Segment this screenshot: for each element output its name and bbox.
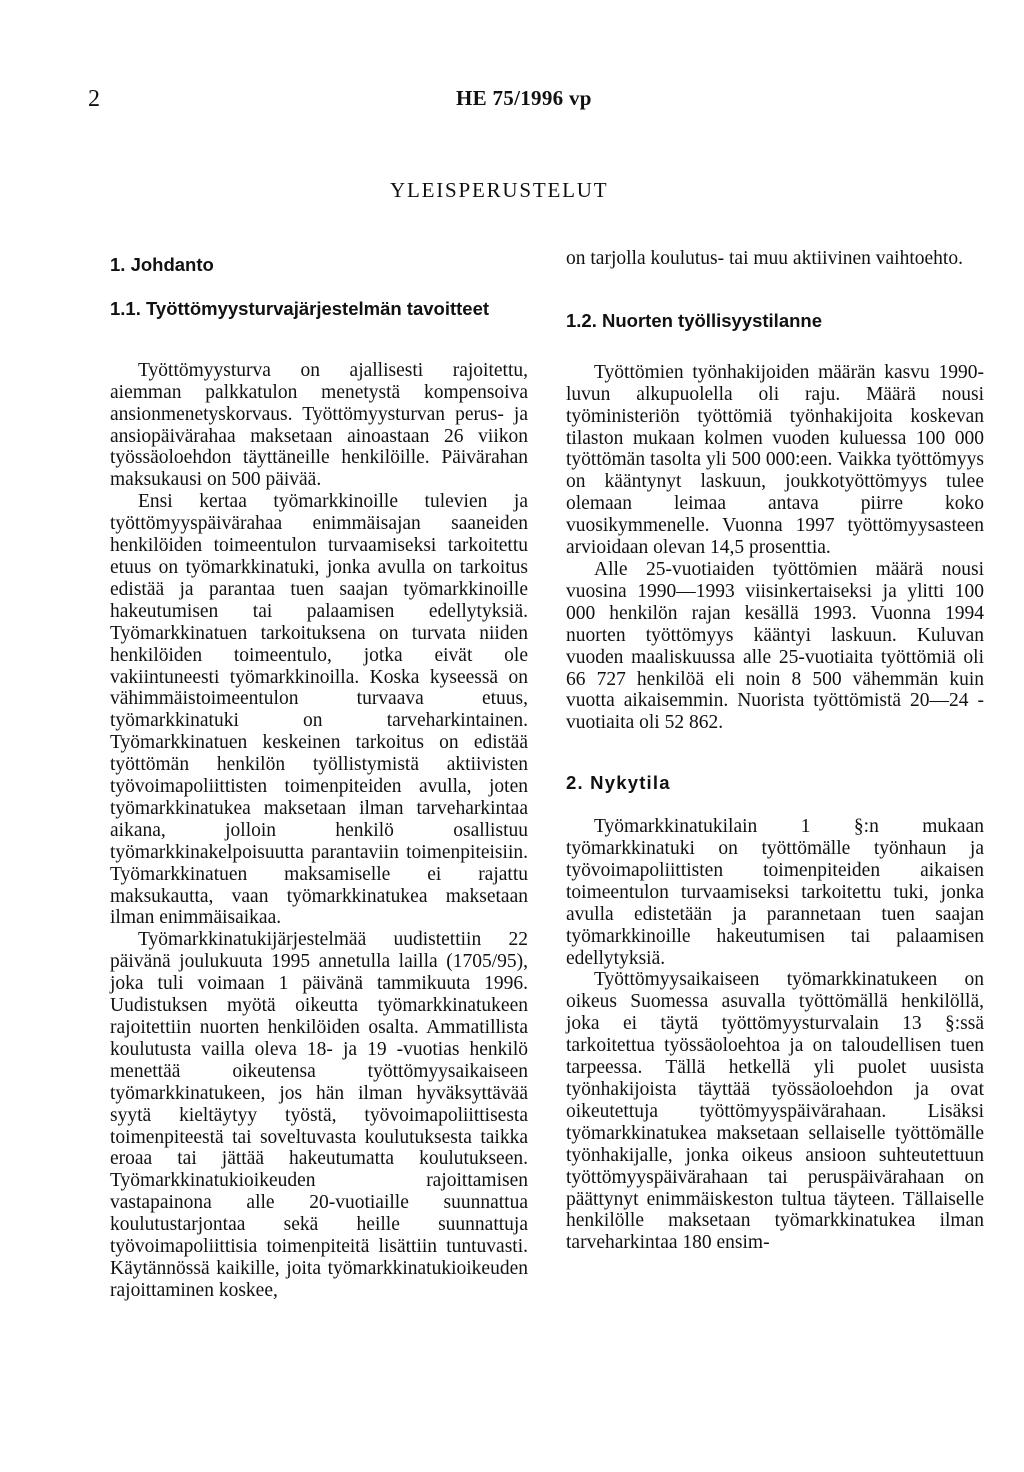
paragraph: Alle 25-vuotiaiden työttömien määrä nousi vuosina 1990—1993 viisinkertaiseksi ja ylitti 100 000 henkilön rajan kesällä 1993. Vuonna 1994 nuorten työttömyys kääntyi laskuun. Kuluvan vuoden maaliskuussa alle 25-vuotiaita työttömiä oli 66 727 henkilöä eli noin 8 500 vähemmän kuin vuotta aikaisemmin. Nuorista työttömistä 20—24 -vuotiaita oli 52 862. — [566, 558, 984, 734]
heading-nuorten-tyollisyystilanne: 1.2. Nuorten työllisyystilanne — [566, 309, 822, 331]
paragraph: Ensi kertaa työmarkkinoille tulevien ja työttömyyspäivärahaa enimmäisajan saaneiden henkilöiden toimeentulon turvaamiseksi tarkoitettu etuus on työmarkkinatuki, jonka avulla on tarkoitus edistää ja parantaa tuen saajan työmarkkinoille hakeutumisen tai palaamisen edellytyksiä. Työmarkkinatuen tarkoituksena on turvata niiden henkilöiden toimeentulo, jotka eivät ole vakiintuneesti työmarkkinoilla. Koska kyseessä on vähimmäistoimeentulon turvaava etuus, työmarkkinatuki on tarveharkintainen. Työmarkkinatuen keskeinen tarkoitus on edistää työttömän henkilön työllistymistä aktiivisten työvoimapoliittisten toimenpiteiden avulla, joten työmarkkinatukea maksetaan ilman tarveharkintaa aikana, jolloin henkilö osallistuu työmarkkinakelpoisuutta parantaviin toimenpiteisiin. Työmarkkinatuen maksamiselle ei rajattu maksukautta, vaan työmarkkinatukea maksetaan ilman enimmäisaikaa. — [110, 491, 528, 929]
heading-tavoitteet: 1.1. Työttömyysturvajärjestelmän tavoitteet — [110, 297, 490, 319]
page-number: 2 — [88, 86, 100, 112]
section-title: YLEISPERUSTELUT — [390, 178, 609, 202]
paragraph: Työttömyysaikaiseen työmarkkinatukeen on oikeus Suomessa asuvalla työttömällä henkilöllä, joka ei täytä työttömyysturvalain 13 §:ssä tarkoitettua työssäoloehtoa ja on taloudellisen tuen tarpeessa. Tällä hetkellä yli puolet uusista työnhakijoista täyttää työssäoloehdon ja ovat oikeutettuja työttömyyspäivärahaan. Lisäksi työmarkkinatukea maksetaan sellaiselle työttömälle työnhakijalle, jonka oikeus ansioon suhteutettuun työttömyyspäivärahaan tai peruspäivärahaan on päättynyt enimmäiskeston tultua täyteen. Tällaiselle henkilölle maksetaan työmarkkinatukea ilman tarveharkintaa 180 ensim- — [566, 969, 984, 1254]
paragraph: Työttömyysturva on ajallisesti rajoitettu, aiemman palkkatulon menetystä kompensoiva ansionmenetyskorvaus. Työttömyysturvan perus- ja ansiopäivärahaa maksetaan ainoastaan 26 viikon työssäoloehdon täyttäneille henkilöille. Päivärahan maksukausi on 500 päivää. — [110, 359, 528, 491]
paragraph: Työmarkkinatukijärjestelmää uudistettiin 22 päivänä joulukuuta 1995 annetulla lailla (1705/95), joka tuli voimaan 1 päivänä tammikuuta 1996. Uudistuksen myötä oikeutta työmarkkinatukeen rajoitettiin nuorten henkilöiden osalta. Ammatillista koulutusta vailla oleva 18- ja 19 -vuotias henkilö menettää oikeutensa työttömyysaikaiseen työmarkkinatukeen, jos hän ilman hyväksyttävää syytä kieltäytyy työstä, työvoimapoliittisesta toimenpiteestä tai soveltuvasta koulutuksesta taikka eroaa tai jättää hakeutumatta koulutukseen. Työmarkkinatukioikeuden rajoittamisen vastapainona alle 20-vuotiaille suunnattua koulutustarjontaa sekä heille suunnattuja työvoimapoliittisia toimenpiteitä lisättiin tuntuvasti. Käytännössä kaikille, joita työmarkkinatukioikeuden rajoittaminen koskee, — [110, 929, 528, 1301]
heading-nykytila: 2. Nykytila — [566, 772, 671, 794]
heading-johdanto: 1. Johdanto — [110, 254, 214, 275]
paragraph: on tarjolla koulutus- tai muu aktiivinen vaihtoehto. — [566, 248, 963, 269]
paragraph: Työttömien työnhakijoiden määrän kasvu 1990-luvun alkupuolella oli raju. Määrä nousi työministeriön työttömiä työnhakijoita koskevan tilaston mukaan kolmen vuoden kuluessa 100 000 työttömän tasolta yli 500 000:een. Vaikka työttömyys on kääntynyt laskuun, joukkotyöttömyys tulee olemaan leimaa antava piirre koko vuosikymmenelle. Vuonna 1997 työttömyysasteen arvioidaan olevan 14,5 prosenttia. — [566, 361, 984, 559]
paragraph: Työmarkkinatukilain 1 §:n mukaan työmarkkinatuki on työttömälle työnhaun ja työvoimapoliittisten toimenpiteiden aikaisen toimeentulon turvaamiseksi tarkoitettu tuki, jonka avulla edistetään ja parannetaan tuen saajan työmarkkinoille hakeutumisen tai palaamisen edellytyksiä. — [566, 816, 984, 969]
right-column — [566, 248, 984, 1254]
document-id: HE 75/1996 vp — [456, 86, 592, 110]
left-column — [110, 248, 528, 1302]
